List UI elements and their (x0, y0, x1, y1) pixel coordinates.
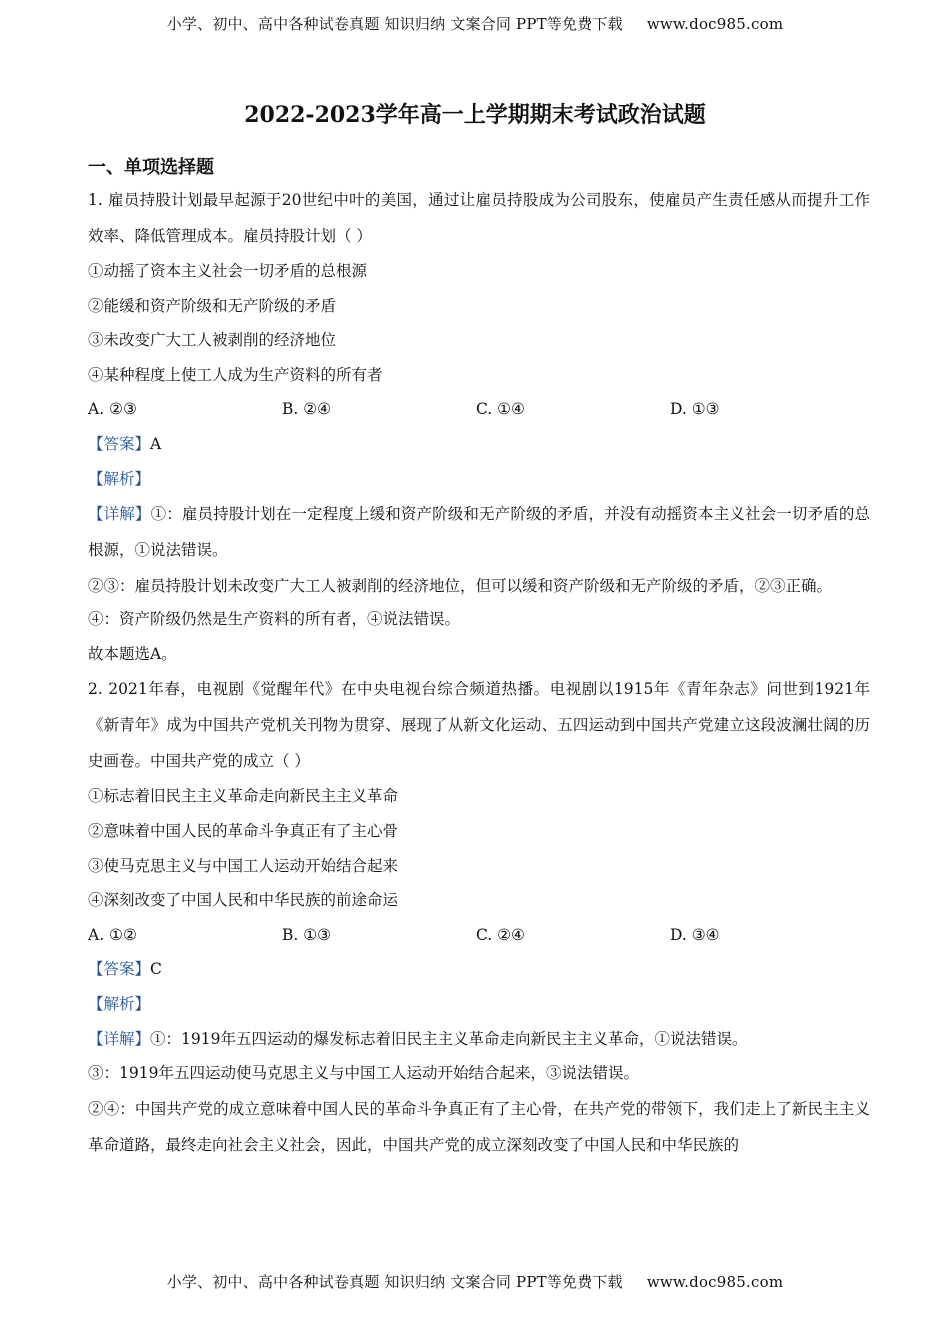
question-item: ④深刻改变了中国人民和中华民族的前途命运 (88, 891, 399, 910)
document-title: 2022-2023学年高一上学期期末考试政治试题 (244, 102, 706, 128)
detail-text: ①：1919年五四运动的爆发标志着旧民主主义革命走向新民主主义革命，①说法错误。 (150, 1029, 748, 1048)
option-b: B. ②④ (282, 400, 332, 419)
detail-text: ①：雇员持股计划在一定程度上缓和资产阶级和无产阶级的矛盾，并没有动摇资本主义社会一切矛盾的总根源，①说法错误。 (88, 505, 870, 560)
option-c: C. ①④ (476, 400, 525, 419)
detail-paragraph: ②③：雇员持股计划未改变广大工人被剥削的经济地位，但可以缓和资产阶级和无产阶级的矛盾，②③正确。 (88, 577, 833, 596)
question-stem: 1. 雇员持股计划最早起源于20世纪中叶的美国，通过让雇员持股成为公司股东，使雇员产生责任感从而提升工作效率、降低管理成本。雇员持股计划（ ） (88, 191, 870, 245)
section-heading: 一、单项选择题 (88, 157, 214, 178)
detail-paragraph: ③：1919年五四运动使马克思主义与中国工人运动开始结合起来，③说法错误。 (88, 1064, 639, 1083)
detail-conclusion: 故本题选A。 (88, 644, 177, 663)
page-header (0, 13, 950, 34)
answer-options (88, 398, 870, 433)
answer-options (88, 924, 870, 959)
detail-label: 【详解】 (88, 1029, 151, 1048)
option-d: D. ①③ (670, 400, 720, 419)
option-d: D. ③④ (670, 925, 720, 944)
answer-label: 【答案】 (88, 960, 151, 979)
analysis-label: 【解析】 (88, 469, 151, 488)
question-1 (88, 182, 870, 677)
answer-value: A (150, 434, 162, 453)
question-item: ①动摇了资本主义社会一切矛盾的总根源 (88, 262, 368, 280)
answer-line (88, 433, 870, 468)
detail-paragraph: ④：资产阶级仍然是生产资料的所有者，④说法错误。 (88, 610, 461, 629)
analysis-line (88, 993, 870, 1028)
footer-text: 小学、初中、高中各种试卷真题 知识归纳 文案合同 PPT等免费下载 (166, 1273, 623, 1291)
detail-paragraph: ②④：中国共产党的成立意味着中国人民的革命斗争真正有了主心骨，在共产党的带领下，我们走上了新民主主义革命道路，最终走向社会主义社会，因此，中国共产党的成立深刻改变了中国人民和中华民族的 (88, 1099, 870, 1154)
question-item: ②能缓和资产阶级和无产阶级的矛盾 (88, 296, 337, 315)
analysis-label: 【解析】 (88, 994, 151, 1013)
header-url[interactable]: www.doc985.com (646, 15, 784, 33)
answer-line (88, 958, 870, 993)
option-a: A. ①② (88, 925, 137, 944)
page-footer (0, 1271, 950, 1292)
header-text: 小学、初中、高中各种试卷真题 知识归纳 文案合同 PPT等免费下载 (166, 15, 623, 33)
question-item: ②意味着中国人民的革命斗争真正有了主心骨 (88, 821, 399, 840)
footer-url[interactable]: www.doc985.com (646, 1273, 784, 1291)
detail-label: 【详解】 (88, 505, 151, 524)
answer-label: 【答案】 (88, 434, 151, 453)
option-c: C. ②④ (476, 925, 525, 944)
option-a: A. ②③ (88, 400, 137, 419)
question-item: ③使马克思主义与中国工人运动开始结合起来 (88, 856, 399, 875)
question-2 (88, 671, 870, 1162)
document-body (88, 188, 870, 1163)
detail-paragraph (88, 496, 870, 568)
question-item: ①标志着旧民主主义革命走向新民主主义革命 (88, 787, 399, 806)
question-item: ③未改变广大工人被剥削的经济地位 (88, 331, 337, 350)
question-stem: 2. 2021年春，电视剧《觉醒年代》在中央电视台综合频道热播。电视剧以1915年《青年杂志》问世到1921年《新青年》成为中国共产党机关刊物为贯穿、展现了从新文化运动、五四运动到中国共产党建立这段波澜壮阔的历史画卷。中国共产党的成立（ ） (88, 680, 870, 771)
detail-paragraph (88, 1028, 870, 1063)
answer-value: C (150, 960, 162, 979)
option-b: B. ①③ (282, 925, 332, 944)
question-item: ④某种程度上使工人成为生产资料的所有者 (88, 365, 383, 384)
